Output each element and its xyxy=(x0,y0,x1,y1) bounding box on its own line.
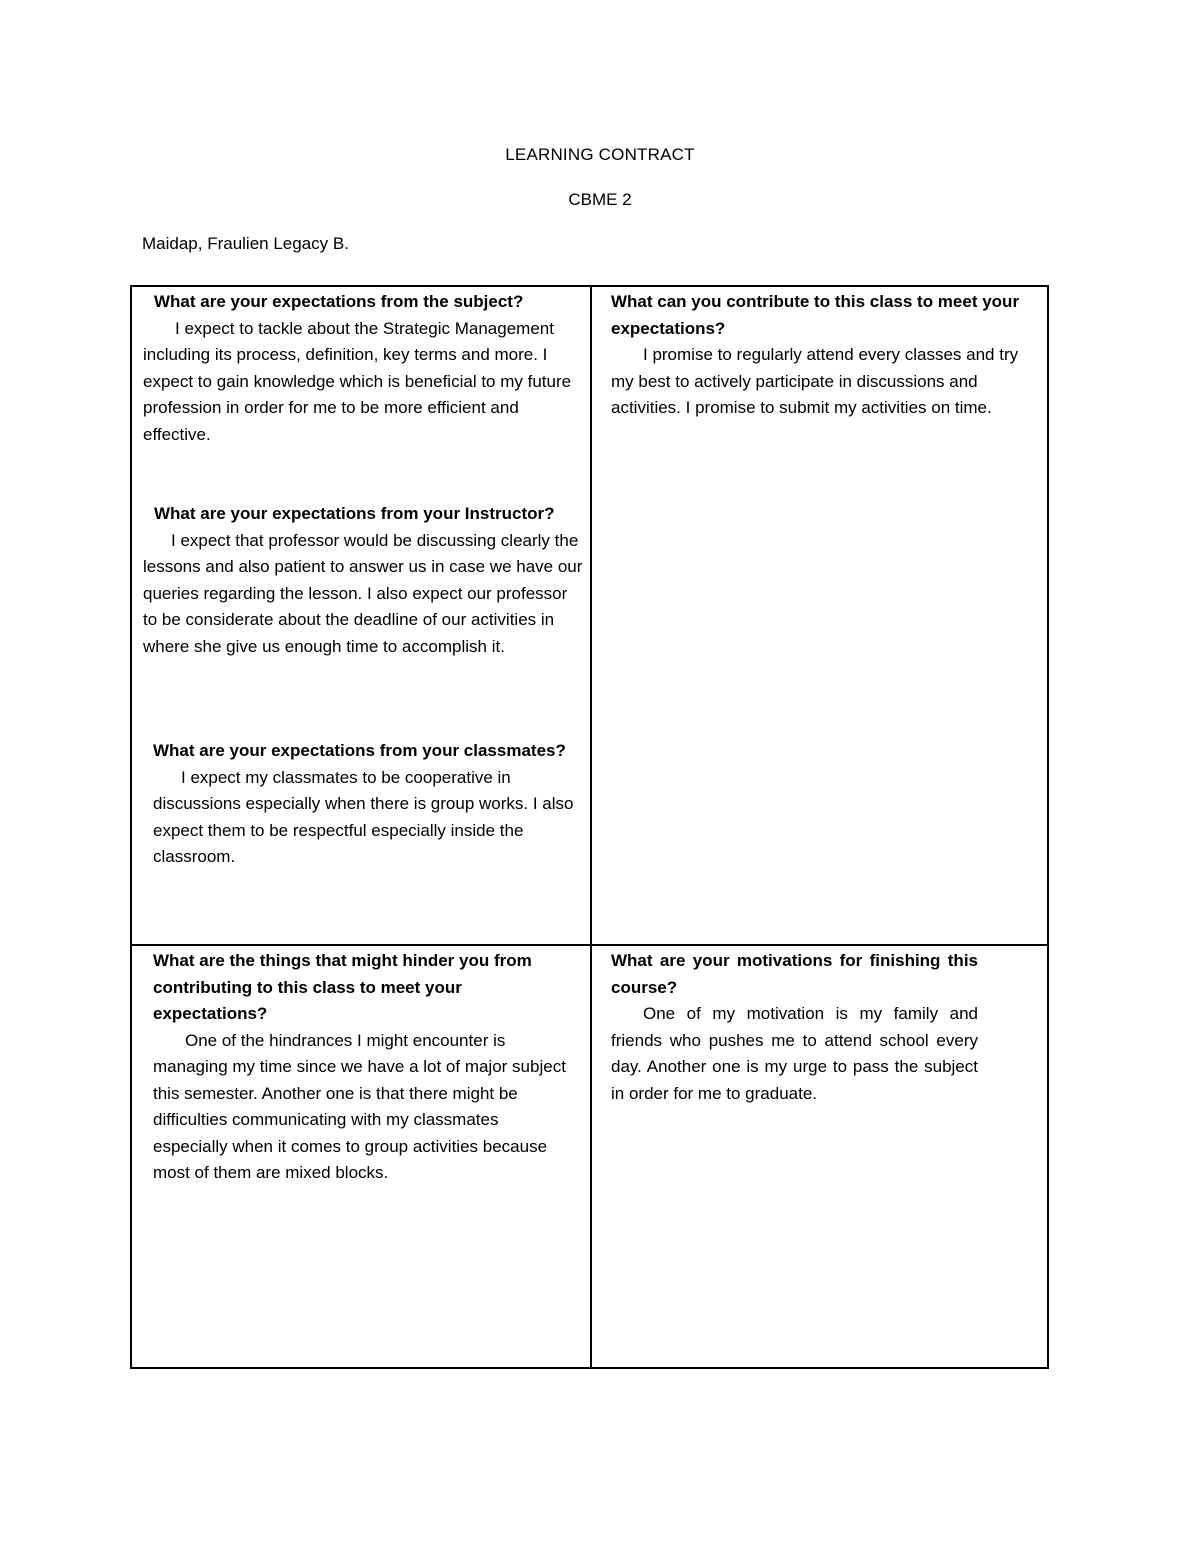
learning-contract-table xyxy=(130,285,1049,1369)
subject-expectations-section xyxy=(143,289,583,448)
document-subtitle: CBME 2 xyxy=(568,190,632,209)
subject-expectations-question: What are your expectations from the subject? xyxy=(154,292,524,311)
column-divider xyxy=(590,287,592,1367)
contribution-answer: I promise to regularly attend every classes and try my best to actively participate in discussions and activities. I promise to submit my activities on time. xyxy=(611,345,1019,417)
instructor-expectations-section xyxy=(143,501,583,660)
contribution-section xyxy=(611,289,1031,422)
instructor-expectations-question: What are your expectations from your Instructor? xyxy=(154,504,555,523)
contribution-question: What can you contribute to this class to meet your expectations? xyxy=(611,292,1020,338)
motivation-section xyxy=(611,948,978,1107)
motivation-question: What are your motivations for finishing this course? xyxy=(611,951,978,997)
classmates-expectations-section xyxy=(153,738,578,871)
subject-expectations-answer: I expect to tackle about the Strategic Management including its process, definition, key terms and more. I expect to gain knowledge which is beneficial to my future profession in order for me to be more efficient and effective. xyxy=(143,318,572,444)
hindrances-section xyxy=(153,948,568,1187)
student-name: Maidap, Fraulien Legacy B. xyxy=(142,234,349,253)
classmates-expectations-question: What are your expectations from your classmates? xyxy=(153,741,566,760)
instructor-expectations-answer: I expect that professor would be discussing clearly the lessons and also patient to answer us in case we have our queries regarding the lesson. I also expect our professor to be considerate about the deadline of our activities in where she give us enough time to accomplish it. xyxy=(143,530,583,656)
motivation-answer: One of my motivation is my family and friends who pushes me to attend school every day. Another one is my urge to pass the subject in order for me to graduate. xyxy=(611,1004,978,1103)
row-divider xyxy=(132,944,1047,946)
classmates-expectations-answer: I expect my classmates to be cooperative in discussions especially when there is group works. I also expect them to be respectful especially inside the classroom. xyxy=(153,767,574,866)
hindrances-question: What are the things that might hinder you from contributing to this class to meet your expectations? xyxy=(153,951,532,1023)
hindrances-answer: One of the hindrances I might encounter is managing my time since we have a lot of major subject this semester. Another one is that there might be difficulties communicating with my classmates especially when it comes to group activities because most of them are mixed blocks. xyxy=(153,1030,566,1182)
document-title: LEARNING CONTRACT xyxy=(505,145,695,164)
